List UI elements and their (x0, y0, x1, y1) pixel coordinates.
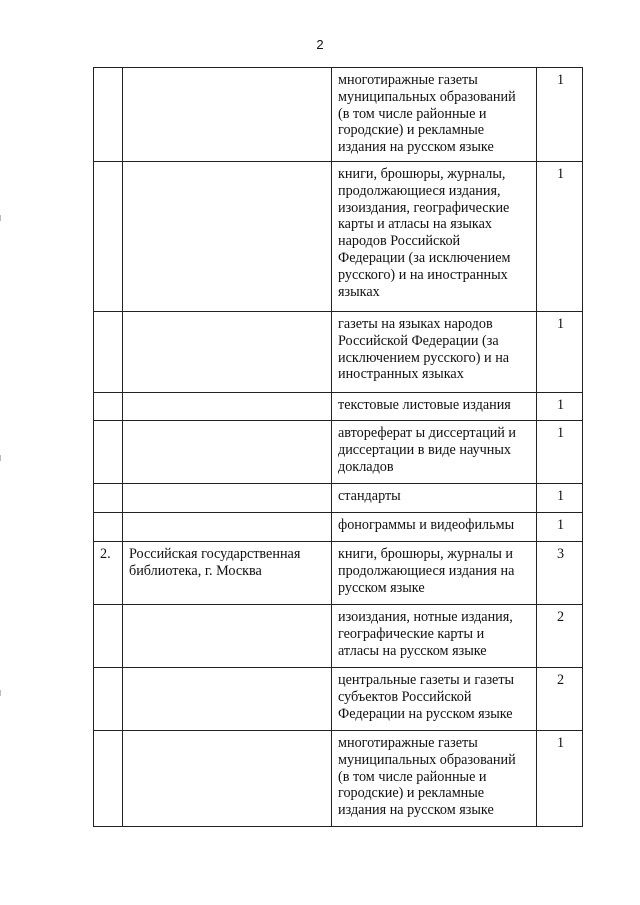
scan-margin-mark (0, 455, 1, 461)
row-number (94, 421, 123, 484)
table-row (94, 393, 583, 421)
table-row (94, 668, 583, 731)
library-name (123, 484, 332, 513)
row-number (94, 312, 123, 393)
document-type: стандарты (332, 484, 537, 513)
table-row (94, 421, 583, 484)
copy-count: 1 (537, 312, 583, 393)
copy-count: 1 (537, 513, 583, 542)
library-name (123, 68, 332, 162)
copy-count: 2 (537, 668, 583, 731)
copy-count: 1 (537, 731, 583, 827)
document-type: изоиздания, нотные издания, географические карты и атласы на русском языке (332, 605, 537, 668)
row-number (94, 68, 123, 162)
document-type: книги, брошюры, журналы и продолжающиеся издания на русском языке (332, 542, 537, 605)
table-row (94, 513, 583, 542)
document-type: газеты на языках народов Российской Федерации (за исключением русского) и на иностранных языках (332, 312, 537, 393)
row-number (94, 605, 123, 668)
document-type: текстовые листовые издания (332, 393, 537, 421)
library-name (123, 162, 332, 312)
copy-count: 1 (537, 162, 583, 312)
document-type: многотиражные газеты муниципальных образований (в том числе районные и городские) и рекламные издания на русском языке (332, 68, 537, 162)
table-row (94, 731, 583, 827)
library-name (123, 393, 332, 421)
distribution-table (93, 67, 583, 827)
page-number: 2 (316, 37, 324, 52)
table-row (94, 312, 583, 393)
document-type: автореферат ы диссертаций и диссертации в виде научных докладов (332, 421, 537, 484)
table-row (94, 162, 583, 312)
library-name (123, 731, 332, 827)
library-name: Российская государственная библиотека, г. Москва (123, 542, 332, 605)
document-type: книги, брошюры, журналы, продолжающиеся издания, изоиздания, географические карты и атласы на языках народов Российской Федерации (за исключением русского) и на иностранных языках (332, 162, 537, 312)
table-row (94, 484, 583, 513)
row-number (94, 393, 123, 421)
library-name (123, 421, 332, 484)
library-name (123, 513, 332, 542)
table-row (94, 542, 583, 605)
library-name (123, 668, 332, 731)
copy-count: 2 (537, 605, 583, 668)
copy-count: 1 (537, 393, 583, 421)
copy-count: 1 (537, 68, 583, 162)
copy-count: 1 (537, 421, 583, 484)
document-type: центральные газеты и газеты субъектов Российской Федерации на русском языке (332, 668, 537, 731)
row-number (94, 731, 123, 827)
table-row (94, 68, 583, 162)
library-name (123, 312, 332, 393)
scan-margin-mark (0, 215, 1, 221)
row-number (94, 513, 123, 542)
copy-count: 1 (537, 484, 583, 513)
document-type: фонограммы и видеофильмы (332, 513, 537, 542)
scan-margin-mark (0, 690, 1, 696)
copy-count: 3 (537, 542, 583, 605)
row-number (94, 668, 123, 731)
library-name (123, 605, 332, 668)
row-number (94, 484, 123, 513)
document-type: многотиражные газеты муниципальных образований (в том числе районные и городские) и рекламные издания на русском языке (332, 731, 537, 827)
table-row (94, 605, 583, 668)
row-number: 2. (94, 542, 123, 605)
row-number (94, 162, 123, 312)
